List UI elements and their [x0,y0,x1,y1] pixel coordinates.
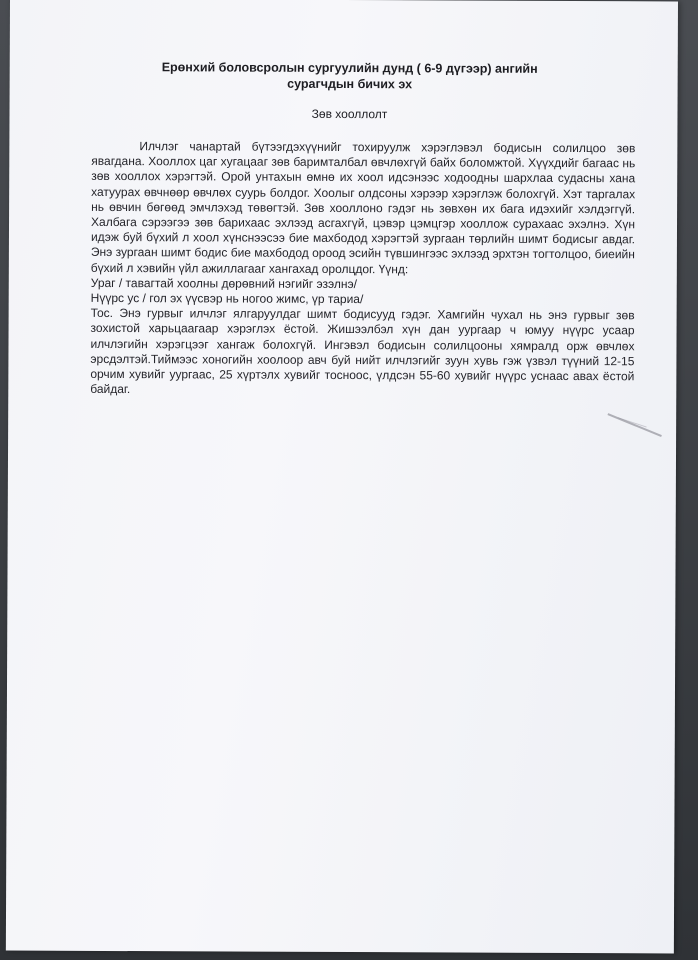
document-body [90,139,635,400]
list-line-protein: Ураг / тавагтай хоолны дөрөвний нэгийг эзэлнэ/ [90,275,357,291]
pen-stroke-mark-faint [618,417,647,427]
paragraph-main: Илчлэг чанартай бүтээгдэхүүнийг тохируулж хэрэглэвэл бодисын солилцоо зөв явагдана. Хооллох цаг хугацааг зөв баримталбал өвчлөхгүй байх боломжтой. Хүүхдийг багаас нь зөв хооллох хэрэгтэй. Орой унтахын өмнө их хоол идсэнээс ходоодны шархлаа судасны хана хатуурах өвчнөөр өвчлөх суурь болдог. Хоолыг олдсоны хэрээр хэрэглэж болохгүй. Хэт таргалах нь өвчин бөгөөд эмчлэхэд төвөгтэй. Зөв хооллоно гэдэг нь зөвхөн их бага идэхийг хэлдэггүй. Халбага сэрээгээ зөв барихаас эхлээд асгахгүй, цэвэр цэмцгэр хооллож сурахаас эхэлнэ. Хүн идэж буй бүхий л хоол хүнснээсээ бие махбодод хэрэгтэй зургаан төрлийн шимт бодисыг авдаг. Энэ зургаан шимт бодис бие махбодод ороод эсийн түвшингээс эхлээд эрхтэн тогтолцоо, биеийн бүхий л хэвийн үйл ажиллагааг хангахад оролцдог. Үүнд: [90,139,636,276]
title-line-1: Ерөнхий боловсролын сургуулийн дунд ( 6-9 дүгээр) ангийн [161,60,538,76]
document-title [70,59,630,93]
paragraph-last: Тос. Энэ гурвыг илчлэг ялгаруулдаг шимт бодисууд гэдэг. Хамгийн чухал нь энэ гурвыг зөв зохистой харьцаагаар хэрэглэх ёстой. Жишээлбэл хүн дан уургаар ч юмуу нүүрс усаар илчлэгийн хэрэгцээг хангаж болохгүй. Ингэвэл бодисын солилцооны хямралд орж өвчлөх эрсдэлтэй.Тиймээс хоногийн хоолоор авч буй нийт илчлэгийг зуун хувь гэж үзвэл түүний 12-15 орчим хувийг уургаас, 25 хүртэлх хувийг тосноос, үлдсэн 55-60 хувийг нүүрс уснаас авах ёстой байдаг. [90,306,635,397]
paper-sheet [6,0,678,953]
document-subtitle: Зөв хооллолт [311,106,388,122]
list-line-carbohydrate: Нүүрс ус / гол эх үүсвэр нь ногоо жимс, үр тариа/ [90,290,364,307]
pen-stroke-mark [608,413,662,436]
title-line-2: сурагчдын бичих эх [287,76,413,92]
